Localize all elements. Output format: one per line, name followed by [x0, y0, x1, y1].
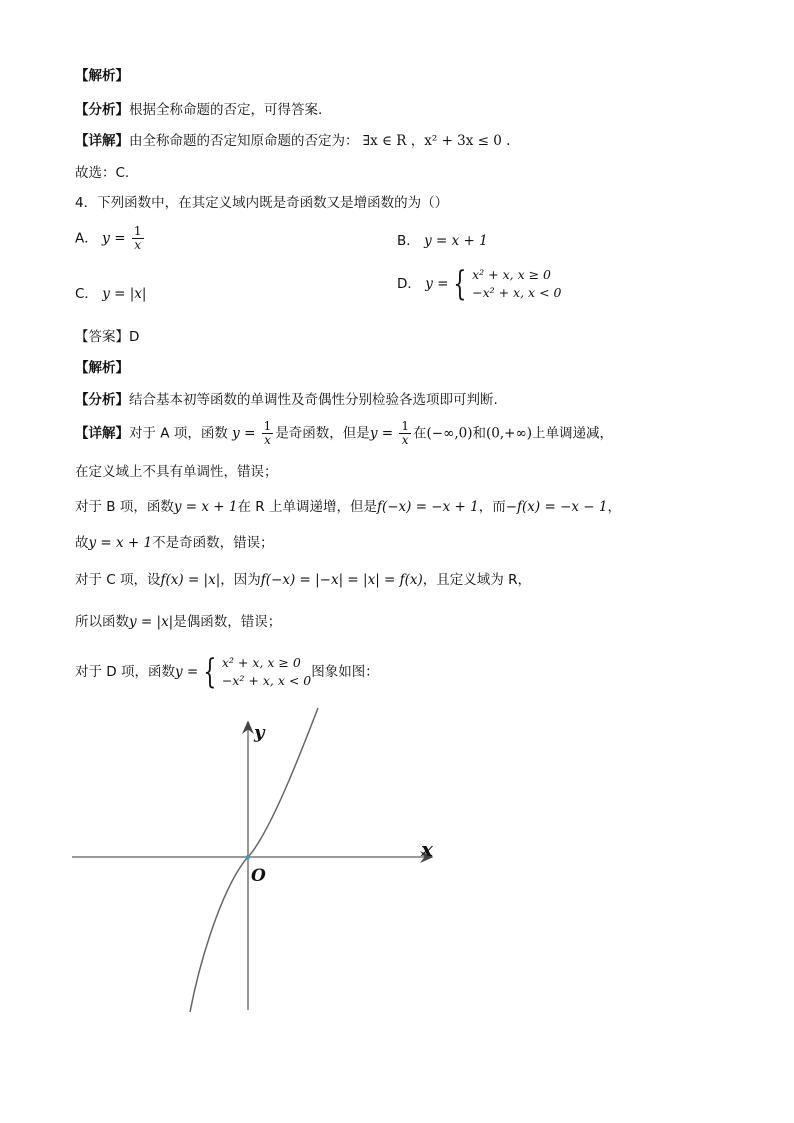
detail-a-text3: 在	[413, 425, 427, 442]
detail-line	[75, 131, 510, 151]
detail-d-text1: 对于 D 项，函数	[75, 664, 175, 680]
detail-tag-2: 【详解】	[75, 425, 129, 442]
detail-c-text2: ，因为	[220, 572, 261, 588]
detail-b-text1: 对于 B 项，函数	[75, 499, 174, 515]
option-b-label: B．	[397, 233, 420, 249]
option-b	[397, 229, 488, 249]
detail-b-text2: 在 R 上单调递增，但是	[237, 499, 377, 515]
detail-c-line2	[75, 612, 281, 632]
section-analysis-heading: 【解析】	[75, 68, 129, 84]
detail-b-math2: f(−x) = −x + 1	[376, 499, 479, 515]
left-brace-2: {	[203, 652, 217, 692]
analysis-tag-2: 【分析】	[75, 392, 129, 408]
section-analysis-heading-2: 【解析】	[75, 360, 129, 376]
detail-d-text2: 图象如图：	[311, 664, 379, 680]
detail-d-line	[75, 652, 379, 692]
origin-label: O	[251, 866, 266, 886]
detail-b-line2	[75, 533, 274, 553]
answer-line: 【答案】D	[75, 329, 140, 345]
detail-a-text1: 对于 A 项，函数	[129, 425, 228, 442]
detail-math: ∃x ∈ R ，x² + 3x ≤ 0 .	[362, 133, 511, 149]
origin-point	[246, 855, 250, 859]
detail-c-text3: ，且定义域为 R，	[422, 572, 531, 588]
detail-c-math3: y = |x|	[129, 614, 174, 630]
option-b-math: y = x + 1	[424, 233, 488, 249]
option-a-fraction: $\frac{1}{x}$	[133, 224, 142, 252]
y-axis-label: y	[254, 722, 265, 743]
detail-tag: 【详解】	[75, 133, 129, 149]
left-brace: {	[453, 264, 467, 304]
option-c-label: C．	[75, 286, 98, 302]
option-a: A． y = $\frac{1}{x}$	[75, 224, 142, 252]
x-axis-label: x	[421, 837, 433, 861]
option-c	[75, 282, 146, 302]
detail-c-math1: f(x) = |x|	[160, 572, 221, 588]
option-d-case-top: x² + x, x ≥ 0	[472, 267, 551, 282]
detail-c-text4: 所以函数	[75, 614, 129, 630]
option-d: D． y = { x² + x, x ≥ 0 −x² + x, x < 0	[397, 264, 562, 304]
analysis-line	[75, 100, 322, 120]
detail-text: 由全称命题的否定知原命题的否定为：	[129, 133, 359, 149]
detail-b-text6: 不是奇函数，错误；	[152, 535, 274, 551]
function-curve	[190, 708, 318, 1012]
option-d-case-bottom: −x² + x, x < 0	[472, 285, 562, 300]
detail-b-text5: 故	[75, 535, 89, 551]
detail-a-fraction1: $\frac{1}{x}$	[263, 419, 272, 447]
detail-c-line	[75, 570, 531, 590]
detail-a-text5: 上单调递减，	[531, 425, 613, 442]
answer-choice-line: 故选：C.	[75, 165, 130, 181]
detail-d-piecewise: y = { x² + x, x ≥ 0 −x² + x, x < 0	[174, 652, 312, 692]
interval-2: (0,+∞)	[485, 425, 532, 442]
detail-d-case-top: x² + x, x ≥ 0	[221, 655, 301, 670]
analysis-line-2	[75, 390, 498, 410]
detail-a-line2: 在定义域上不具有单调性，错误；	[75, 464, 278, 480]
question-4-stem: 4．下列函数中，在其定义域内既是奇函数又是增函数的为（）	[75, 195, 449, 211]
option-d-label: D．	[397, 276, 421, 292]
detail-b-line	[75, 497, 621, 517]
detail-c-math2: f(−x) = |−x| = |x| = f(x)	[260, 572, 423, 588]
detail-b-text4: ，	[607, 499, 621, 515]
option-a-label: A．	[75, 230, 98, 247]
detail-c-text5: 是偶函数，错误；	[173, 614, 282, 630]
interval-1: (−∞,0)	[426, 425, 473, 442]
detail-b-math3: −f(x) = −x − 1	[505, 499, 608, 515]
detail-c-text1: 对于 C 项，设	[75, 572, 161, 588]
detail-a-fraction2: $\frac{1}{x}$	[401, 419, 409, 447]
detail-b-math4: y = x + 1	[88, 535, 153, 551]
analysis-tag: 【分析】	[75, 102, 129, 118]
detail-b-text3: ，而	[478, 499, 506, 515]
option-c-math: y = |x|	[102, 286, 147, 302]
detail-b-math1: y = x + 1	[173, 499, 238, 515]
analysis-text: 根据全称命题的否定，可得答案.	[129, 102, 323, 118]
detail-d-case-bottom: −x² + x, x < 0	[221, 673, 312, 688]
detail-a-line: 【详解】对于 A 项，函数 y = $\frac{1}{x}$ 是奇函数，但是y = $\frac{1}{x}$ 在(−∞,0)和(0,+∞)上单调递减，	[75, 419, 613, 447]
detail-a-text2: 是奇函数，但是	[275, 425, 370, 442]
analysis-text-2: 结合基本初等函数的单调性及奇偶性分别检验各选项即可判断.	[129, 392, 498, 408]
detail-a-text4: 和	[472, 425, 486, 442]
